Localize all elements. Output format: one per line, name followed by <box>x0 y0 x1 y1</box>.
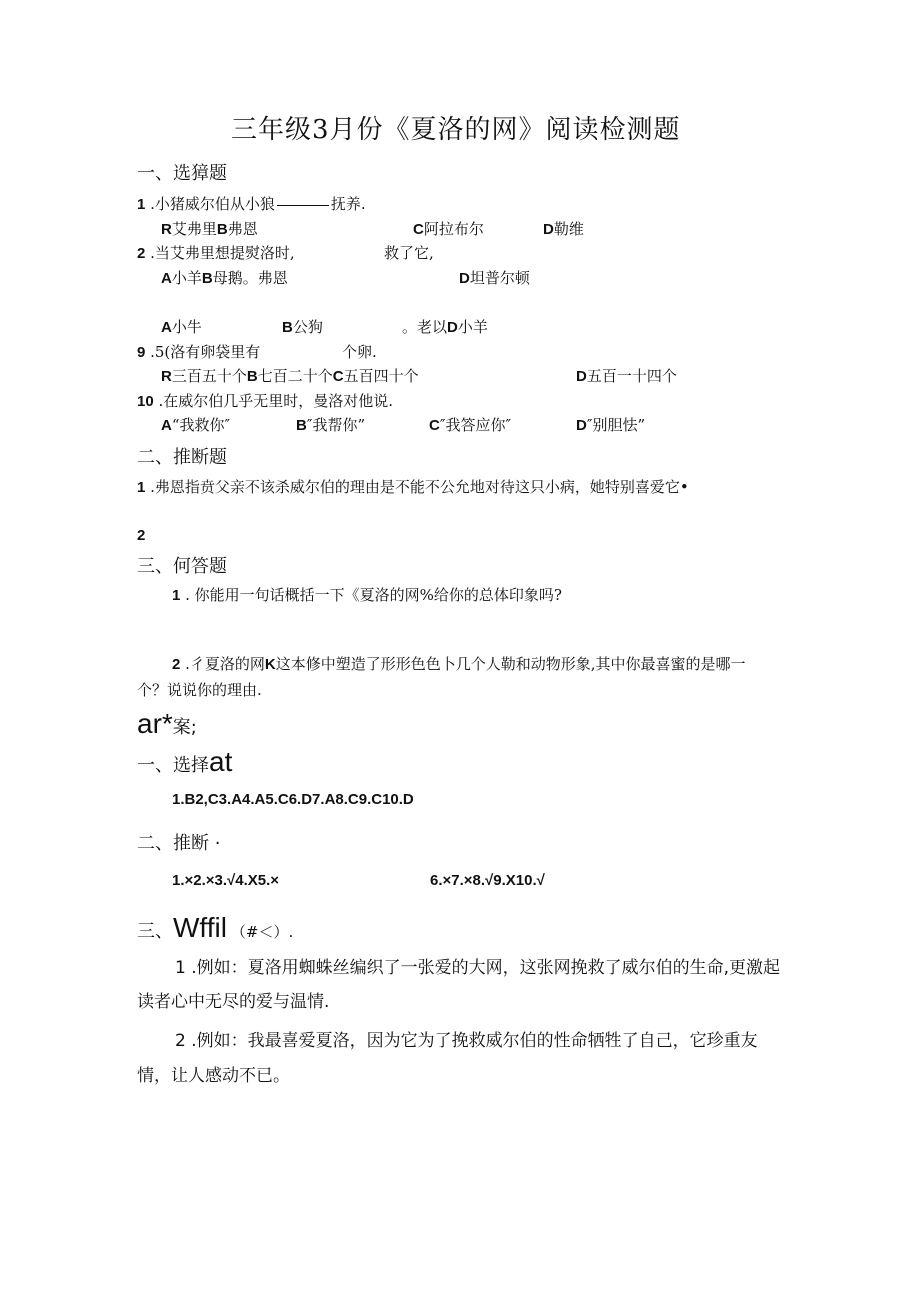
question-text: .弗恩指贲父亲不该杀威尔伯的理由是不能不公允地对待这只小病，她特别喜爱它• <box>145 478 689 496</box>
judgement-2-number: 2 <box>137 527 146 544</box>
heading-text: 三、 <box>137 921 173 942</box>
question-number: 1 <box>137 196 146 213</box>
option-c <box>413 222 484 237</box>
option-letter: A <box>161 270 172 287</box>
page-title: 三年级3月份《夏洛的网》阅读检测题 <box>231 115 681 145</box>
option-d <box>576 369 677 384</box>
option-letter: C <box>413 221 424 238</box>
option-text: 七百二十个 <box>257 367 333 385</box>
question-9-tail: 个卵. <box>342 343 377 361</box>
question-2-tail: 救了它, <box>384 244 434 262</box>
answer-section-1-heading <box>137 748 232 776</box>
option-text: 。老以 <box>402 318 448 336</box>
option-letter: D <box>576 417 587 434</box>
answer-3-2-line2: 情，让人感动不已。 <box>137 1066 290 1086</box>
option-letter: D <box>459 270 470 287</box>
option-c <box>429 418 511 433</box>
option-letter: B <box>201 270 213 287</box>
option-text: 坦普尔顿 <box>469 269 530 287</box>
option-text: 公狗 <box>292 318 323 336</box>
question-text: .在威尔伯几乎无里时，曼洛对他说. <box>153 392 393 410</box>
heading-large: at <box>209 746 233 777</box>
answer-blank <box>277 205 329 206</box>
option-letter: A <box>161 319 172 336</box>
answer-3-2-line1: 2 .例如：我最喜爱夏洛，因为它为了挽救威尔伯的性命牺牲了自己，它珍重友 <box>175 1031 758 1051</box>
option-b <box>296 418 365 433</box>
answer-section-2-right: 6.×7.×8.√9.X10.√ <box>430 872 545 889</box>
heading-small: 案; <box>172 717 197 738</box>
question-text: . 你能用一句话概括一下《夏洛的网%给你的总体印象吗? <box>180 586 562 604</box>
option-d <box>459 271 530 286</box>
option-letter: D <box>576 368 587 385</box>
heading-large: ar* <box>137 708 173 739</box>
option-letter: B <box>296 417 307 434</box>
question-1 <box>137 197 366 212</box>
question-number: 1 <box>137 479 146 496</box>
option-d <box>543 222 584 237</box>
question-text: .当艾弗里想提熨洛时, <box>145 244 295 262</box>
question-text: K <box>264 656 276 673</box>
question-9 <box>137 345 260 360</box>
option-letter: B <box>216 221 228 238</box>
option-text: ″我帮你” <box>306 416 366 434</box>
question-10 <box>137 394 393 409</box>
option-a <box>161 418 230 433</box>
option-letter: C <box>429 417 440 434</box>
option-abc <box>161 369 419 384</box>
section-heading-judgement: 二、推断题 <box>137 447 227 468</box>
question-text: .5(洛有卵袋里有 <box>145 343 261 361</box>
option-letter: D <box>447 319 458 336</box>
answer-3-1-line1: 1 .例如：夏洛用蜘蛛丝编织了一张爱的大网，这张网挽救了威尔伯的生命,更激起 <box>175 958 781 978</box>
option-letter: D <box>543 221 554 238</box>
short-answer-2-line2: 个？说说你的理由. <box>137 681 262 699</box>
answer-3-1-line2: 读者心中无尽的爱与温情. <box>137 992 330 1012</box>
short-answer-2-line1 <box>172 657 746 672</box>
section-heading-choice: 一、选獐题 <box>137 163 227 184</box>
question-number: 1 <box>172 587 181 604</box>
answer-key-heading <box>137 710 197 738</box>
question-number: 2 <box>172 656 181 673</box>
option-ab <box>161 222 258 237</box>
option-text: 弗恩 <box>227 220 258 238</box>
question-number: 2 <box>137 245 146 262</box>
option-letter: B <box>282 319 293 336</box>
question-text-tail: 抚养. <box>330 195 366 213</box>
question-text: .彳夏洛的网 <box>180 655 265 673</box>
option-letter: C <box>332 368 344 385</box>
option-text: 小牛 <box>171 318 202 336</box>
option-ab <box>161 271 288 286</box>
heading-large: Wffil <box>173 912 227 943</box>
option-d <box>576 418 645 433</box>
option-b <box>282 320 323 335</box>
option-text: 五百一十四个 <box>586 367 677 385</box>
question-2 <box>137 246 295 261</box>
option-text: 勒维 <box>553 220 584 238</box>
answer-section-2-heading: 二、推断 · <box>137 833 221 854</box>
option-text: 艾弗里 <box>171 220 217 238</box>
judgement-1 <box>137 480 689 495</box>
short-answer-1 <box>172 588 562 603</box>
section-heading-short-answer: 三、何答题 <box>137 556 227 577</box>
option-text: 五百四十个 <box>343 367 419 385</box>
question-number: 9 <box>137 344 146 361</box>
option-letter: R <box>161 221 172 238</box>
option-letter: R <box>161 368 172 385</box>
option-letter: B <box>246 368 258 385</box>
option-a <box>161 320 202 335</box>
question-text: .小猪威尔伯从小狼 <box>145 195 275 213</box>
option-text: 小羊 <box>457 318 488 336</box>
question-text: 这本修中塑造了形形色色卜几个人勒和动物形象,其中你最喜蜜的是哪一 <box>275 655 746 673</box>
question-number: 10 <box>137 393 154 410</box>
heading-text: 一、选择 <box>137 755 209 776</box>
option-text: 阿拉布尔 <box>423 220 484 238</box>
answer-section-3-heading <box>137 914 293 942</box>
option-cd <box>402 320 488 335</box>
heading-suffix: （#＜）. <box>230 923 294 941</box>
option-text: ″别胆怯” <box>586 416 646 434</box>
answer-section-1-line: 1.B2,C3.A4.A5.C6.D7.A8.C9.C10.D <box>172 791 414 808</box>
option-text: 小羊 <box>171 269 202 287</box>
option-text: ″我答应你″ <box>439 416 512 434</box>
option-text: 三百五十个 <box>171 367 247 385</box>
answer-section-2-left: 1.×2.×3.√4.X5.× <box>172 872 280 889</box>
option-text: 母鹅。弗恩 <box>212 269 288 287</box>
option-text: “我救你″ <box>171 416 231 434</box>
option-letter: A <box>161 417 172 434</box>
